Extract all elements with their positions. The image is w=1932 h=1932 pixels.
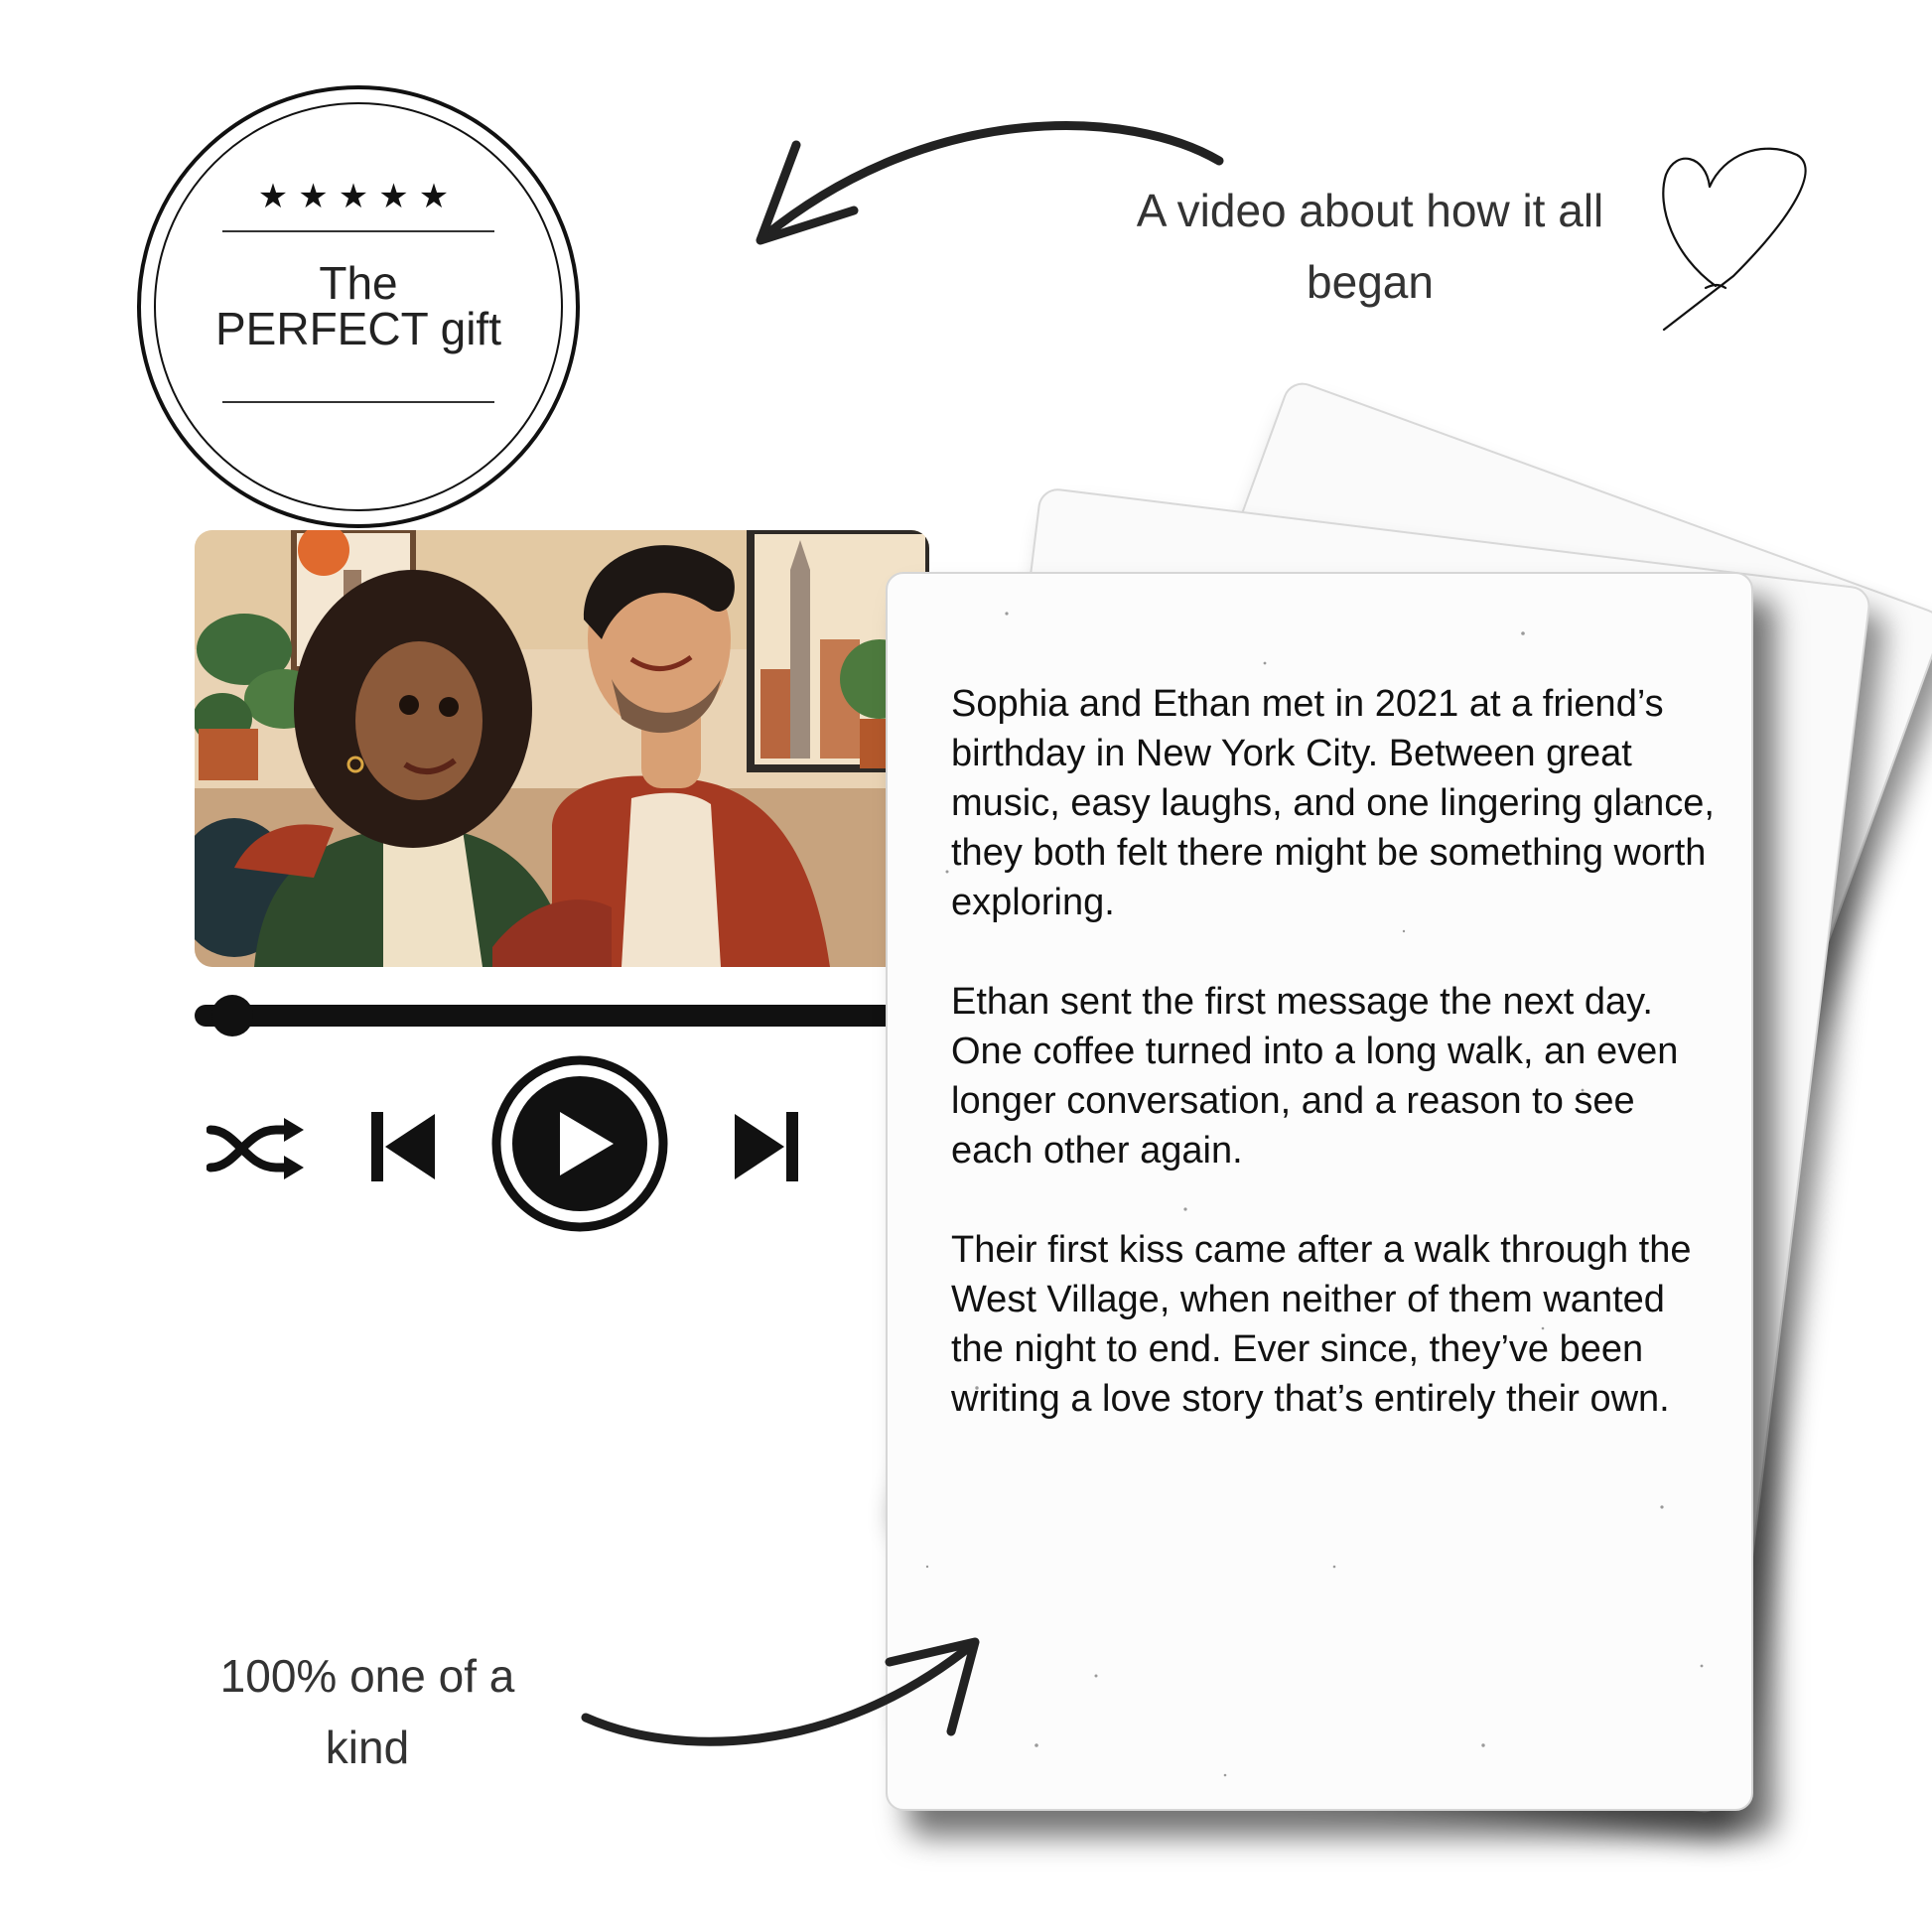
story-card [886,572,1753,1811]
play-button[interactable] [490,1054,669,1233]
perfect-gift-badge [137,85,580,528]
previous-icon[interactable] [369,1110,439,1183]
caption-video-story: A video about how it all began [1136,185,1604,308]
next-icon[interactable] [731,1110,800,1183]
badge-title-line2: PERFECT gift [215,303,501,354]
rating-stars: ★★★★★ [257,178,460,215]
badge-divider-top [222,230,494,232]
couple-illustration [195,530,929,967]
progress-bar[interactable] [195,1005,949,1027]
story-paragraph-3: Their first kiss came after a walk through the West Village, when neither of them wanted the night to end. Ever since, they’ve been writing a love story that’s entirely their own. [951,1229,1692,1420]
story-text [951,679,1725,1473]
shuffle-icon[interactable] [207,1118,304,1179]
badge-title-line1: The [319,257,398,309]
progress-handle[interactable] [211,995,253,1036]
heart-icon [1654,147,1813,336]
badge-divider-bottom [222,401,494,403]
caption-one-of-a-kind: 100% one of a kind [219,1650,515,1773]
curved-arrow-right-icon [576,1628,993,1767]
story-paragraph-1: Sophia and Ethan met in 2021 at a friend’s birthday in New York City. Between great music, easy laughs, and one lingering glance, they both felt there might be something worth exploring. [951,683,1715,923]
story-paragraph-2: Ethan sent the first message the next day. One coffee turned into a long walk, an even longer conversation, and a reason to see each other again. [951,981,1679,1172]
